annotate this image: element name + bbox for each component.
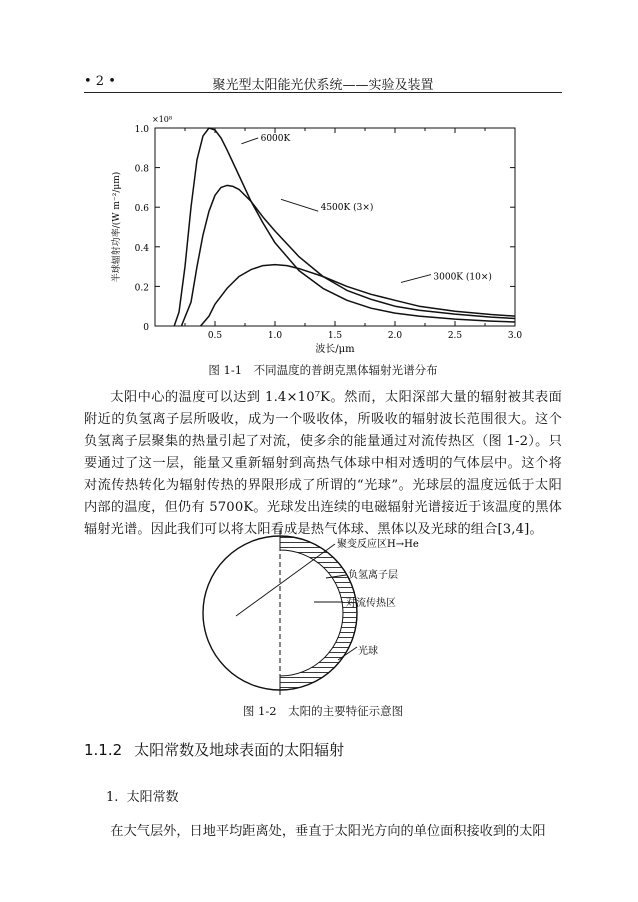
x-axis-label: 波长/μm — [315, 344, 355, 355]
section-number: 1.1.2 — [84, 741, 123, 759]
label-convection-zone: 对流传热区 — [346, 598, 396, 609]
subsection-number: 1. — [106, 790, 119, 805]
y-exponent-label: ×10⁸ — [152, 115, 173, 124]
y-tick-label: 0.4 — [134, 243, 149, 254]
subsection-heading — [106, 786, 179, 805]
plot-frame — [155, 128, 515, 326]
page-number: • 2 • — [84, 74, 116, 89]
label-h-minus-layer: 负氢离子层 — [348, 570, 398, 581]
series-leader — [281, 199, 318, 211]
y-tick-label: 1.0 — [134, 125, 149, 135]
x-tick-label: 3.0 — [507, 331, 523, 341]
running-header — [84, 70, 562, 93]
figure1-caption: 图 1-1 不同温度的普朗克黑体辐射光谱分布 — [208, 363, 438, 377]
series-label: 4500K (3×) — [320, 203, 374, 214]
section-title: 太阳常数及地球表面的太阳辐射 — [134, 741, 345, 759]
x-tick-label: 1.5 — [327, 331, 343, 341]
book-title: 聚光型太阳能光伏系统——实验及装置 — [212, 78, 434, 93]
series-label: 3000K (10×) — [433, 272, 492, 283]
paragraph-text: 太阳中心的温度可以达到 1.4×10⁷K。然而，太阳深部大量的辐射被其表面附近的负氢离子层所吸收，成为一个吸收体，所吸收的辐射波长范围很大。这个负氢离子层聚集的热量引起了对流，使多余的能量通过对流传热区（图 1-2）。只要通过了这一层，能量又重新辐射到高热气体球中相对透明的气体层中。这个将对流传热转化为辐射传热的界限形成了所谓的“光球”。光球层的温度远低于太阳内部的温度，但仍有 5700K。光球发出连续的电磁辐射光谱接近于该温度的黑体辐射光谱。因此我们可以将太阳看成是热气体球、黑体以及光球的组合[3,4]。 — [84, 390, 562, 537]
subsection-title: 太阳常数 — [126, 790, 179, 805]
sun-structure-diagram — [150, 530, 470, 700]
y-axis-label: 半球辐射功率/(W m⁻²/μm) — [112, 171, 122, 283]
label-fusion-zone: 聚变反应区H→He — [337, 539, 419, 550]
y-tick-label: 0.6 — [134, 204, 149, 215]
series-leader — [241, 138, 258, 144]
body-text-2: 在大气层外，日地平均距离处，垂直于太阳光方向的单位面积接收到的太阳 — [110, 824, 546, 839]
x-tick-label: 1.0 — [267, 331, 283, 341]
y-tick-label: 0.8 — [134, 164, 149, 175]
series-line — [174, 128, 515, 326]
x-tick-label: 2.0 — [387, 331, 403, 341]
convection-zone-shell — [280, 536, 357, 690]
label-photosphere: 光球 — [358, 646, 378, 657]
x-tick-label: 0.5 — [207, 331, 223, 341]
y-tick-label: 0 — [143, 323, 149, 333]
blackbody-spectrum-chart — [100, 108, 540, 363]
leader-fusion — [236, 544, 335, 616]
body-paragraph — [84, 387, 562, 541]
series-leader — [401, 275, 431, 283]
x-tick-label: 2.5 — [447, 331, 463, 341]
series-label: 6000K — [260, 133, 291, 144]
figure2-caption: 图 1-2 太阳的主要特征示意图 — [242, 704, 404, 718]
y-tick-label: 0.2 — [134, 283, 149, 294]
section-heading — [84, 739, 344, 760]
